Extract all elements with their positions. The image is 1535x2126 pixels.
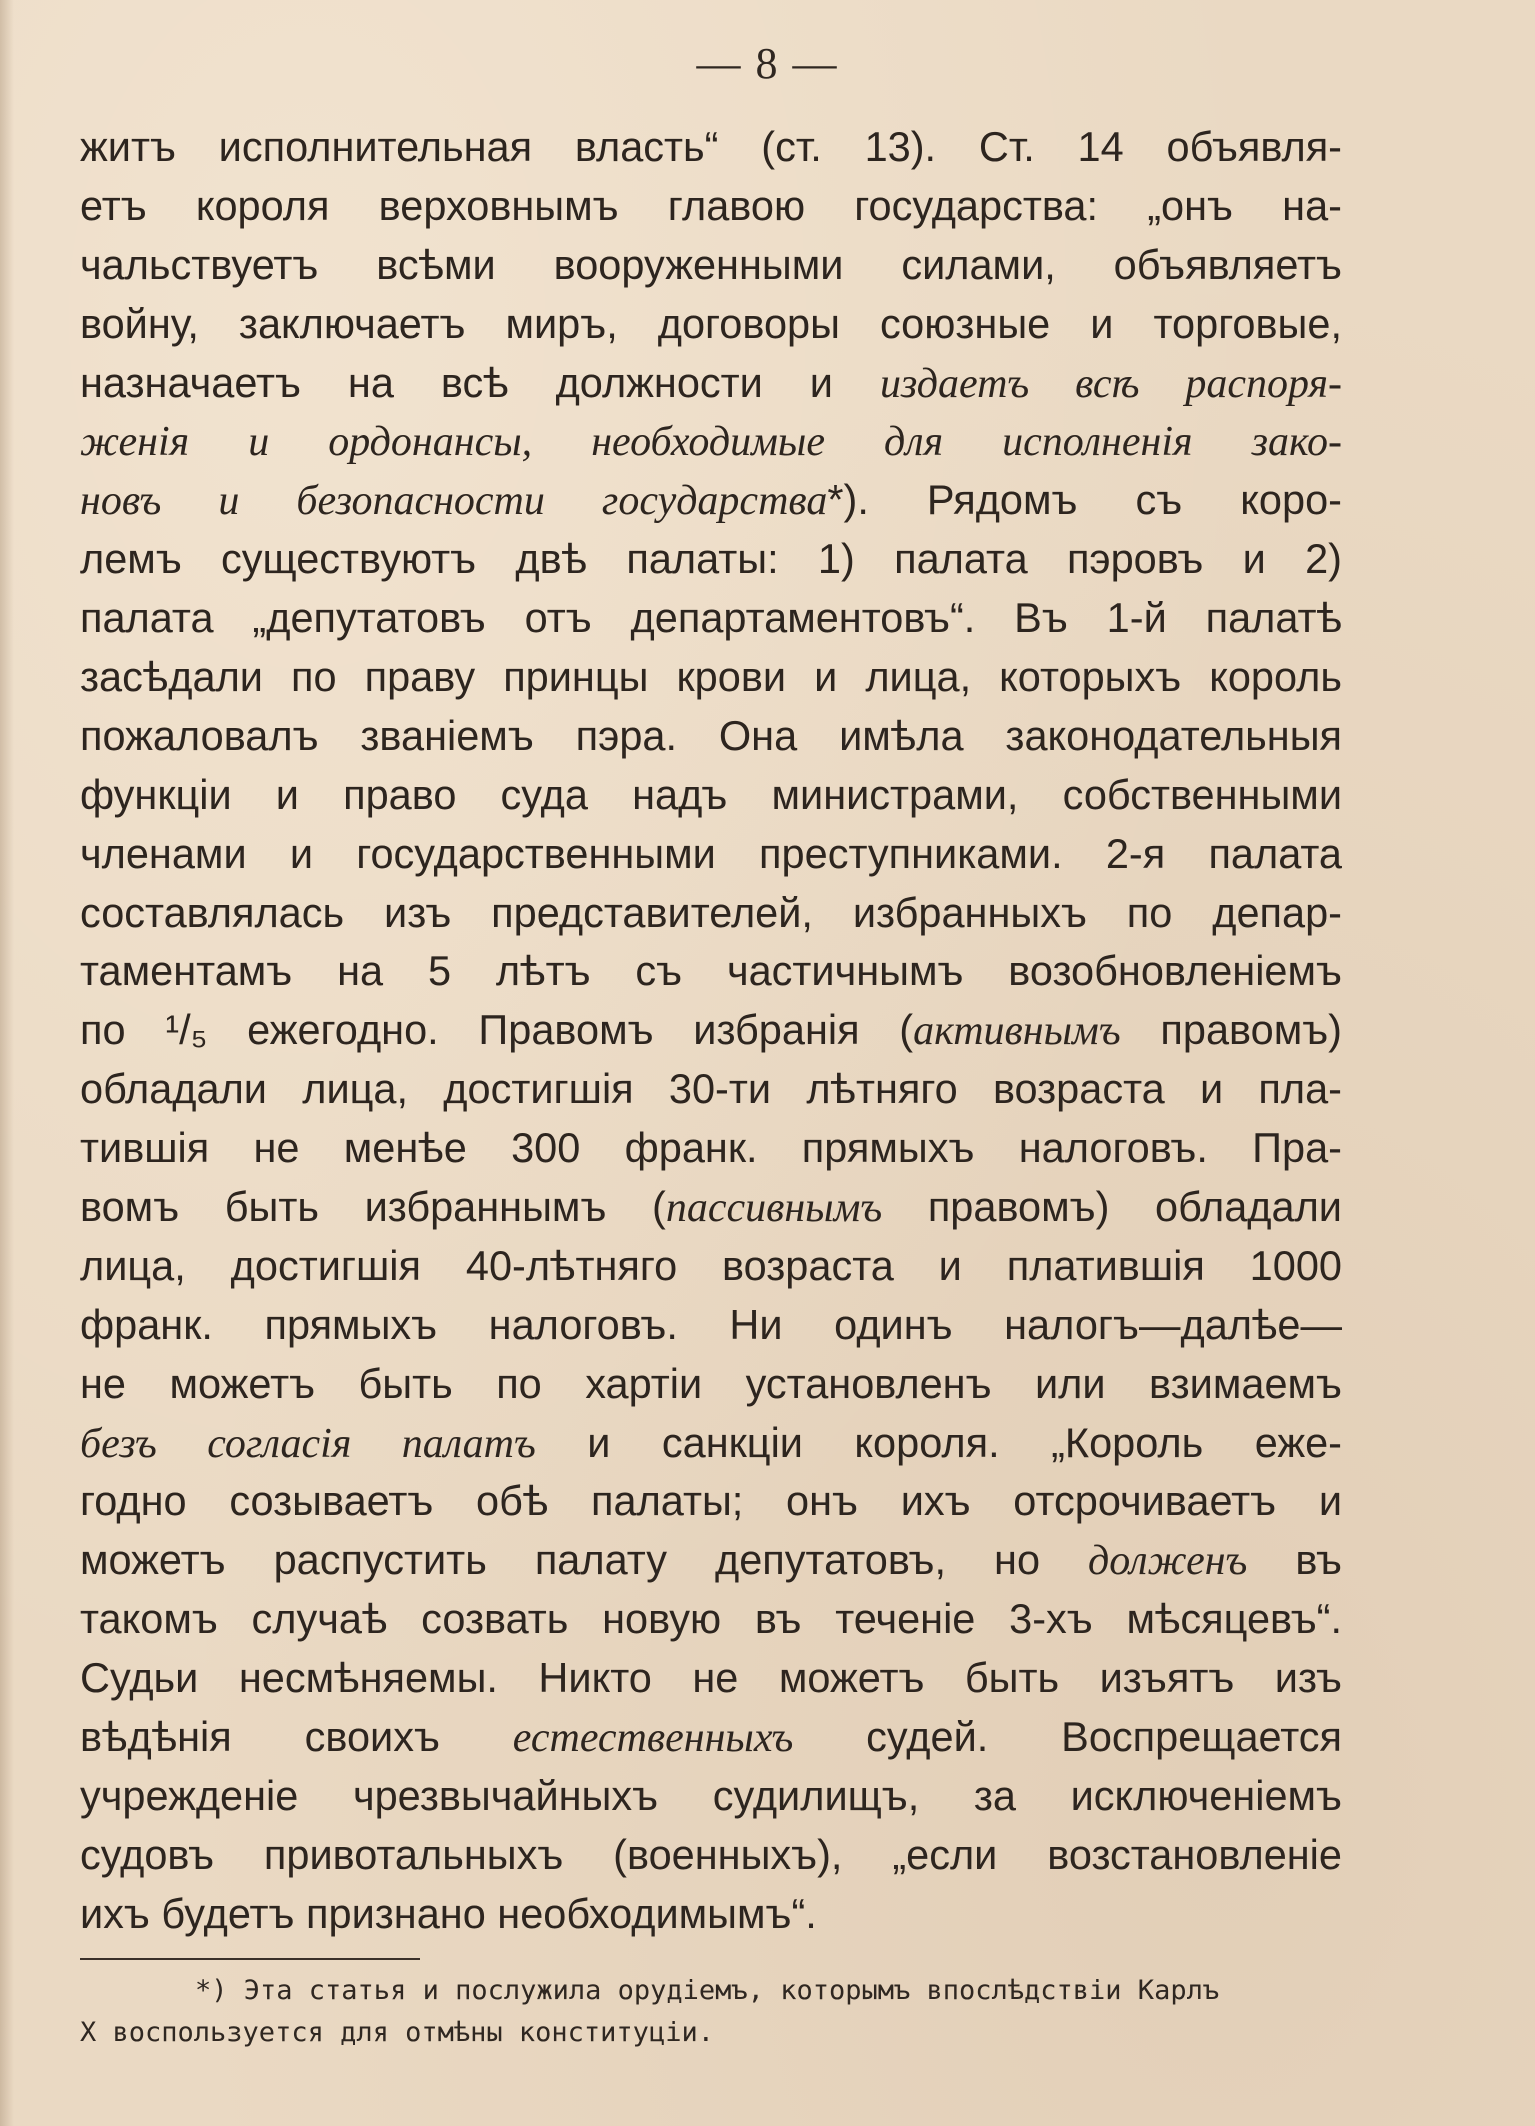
text-run: вѣдѣнія своихъ (80, 1713, 513, 1761)
text-line (80, 1060, 1342, 1119)
text-run: судей. Воспрещается (793, 1713, 1342, 1761)
text-run: функціи и право суда надъ министрами, собственными (80, 770, 1342, 818)
text-run: засѣдали по праву принцы крови и лица, которыхъ король (80, 653, 1342, 701)
text-line (80, 471, 1342, 530)
text-run: въ (1247, 1536, 1342, 1584)
text-line (80, 412, 1342, 471)
text-line (80, 177, 1342, 236)
text-line (80, 648, 1342, 707)
text-line (80, 825, 1342, 884)
italic-text: пассивнымъ (665, 1185, 883, 1232)
italic-text: долженъ (1088, 1538, 1248, 1585)
page-number: — 8 — (696, 39, 839, 88)
text-line (80, 1767, 1342, 1826)
text-run: Судьи несмѣняемы. Никто не можетъ быть изъятъ изъ (80, 1654, 1342, 1702)
text-run: можетъ распустить палату депутатовъ, но (80, 1536, 1089, 1584)
italic-text: активнымъ (913, 1008, 1121, 1055)
text-run: и санкціи короля. „Король еже- (535, 1418, 1342, 1466)
text-line (80, 1296, 1342, 1355)
text-line (80, 1885, 1342, 1944)
text-line (80, 236, 1342, 295)
text-line (80, 295, 1342, 354)
text-line (80, 1531, 1342, 1590)
text-line (80, 1237, 1342, 1296)
italic-text: безъ согласія палатъ (80, 1420, 536, 1467)
text-run: лемъ существуютъ двѣ палаты: 1) палата пэровъ и 2) (80, 535, 1342, 583)
text-run: учрежденіе чрезвычайныхъ судилищъ, за исключеніемъ (80, 1771, 1342, 1819)
italic-text: женія и ордонансы, необходимые для исполненія зако- (80, 419, 1342, 466)
text-line (80, 942, 1342, 1001)
text-run: назначаетъ на всѣ должности и (80, 358, 880, 406)
text-run: вомъ быть избраннымъ ( (80, 1183, 666, 1231)
text-run: житъ исполнительная власть“ (ст. 13). Ст. 14 объявля- (80, 123, 1342, 170)
text-line (80, 530, 1342, 589)
text-line (80, 884, 1342, 943)
text-line (80, 1590, 1342, 1649)
text-run: чальствуетъ всѣми вооруженными силами, объявляетъ (80, 240, 1342, 288)
text-run: таментамъ на 5 лѣтъ съ частичнымъ возобновленіемъ (80, 947, 1342, 995)
text-run: судовъ привотальныхъ (военныхъ), „если возстановленіе (80, 1830, 1342, 1878)
text-run: палата „депутатовъ отъ департаментовъ“. Въ 1-й палатѣ (80, 594, 1342, 642)
text-run: правомъ) обладали (882, 1183, 1342, 1231)
footnote-line: X воспользуется для отмѣны конституціи. (80, 2017, 714, 2048)
text-run: по ¹/₅ ежегодно. Правомъ избранія ( (80, 1006, 914, 1054)
text-run: пожаловалъ званіемъ пэра. Она имѣла законодательныя (80, 711, 1342, 759)
text-line (80, 1472, 1342, 1531)
text-line (80, 118, 1342, 177)
footnote-rule (80, 1958, 420, 1960)
text-line (80, 1414, 1342, 1473)
page-edge-shadow (0, 0, 14, 2126)
text-run: такомъ случаѣ созвать новую въ теченіе 3-хъ мѣсяцевъ“. (80, 1595, 1342, 1643)
text-run: членами и государственными преступниками. 2-я палата (80, 829, 1342, 877)
footnote-line: *) Эта статья и послужила орудіемъ, которымъ впослѣдствіи Карлъ (195, 1975, 1220, 2006)
text-run: обладали лица, достигшія 30-ти лѣтняго возраста и пла- (80, 1065, 1342, 1113)
text-line (80, 1178, 1342, 1237)
text-line (80, 766, 1342, 825)
text-run: франк. прямыхъ налоговъ. Ни одинъ налогъ—далѣе— (80, 1300, 1342, 1348)
text-run: тившія не менѣе 300 франк. прямыхъ налоговъ. Пра- (80, 1124, 1342, 1172)
text-line (80, 1826, 1342, 1885)
text-line (80, 589, 1342, 648)
text-line (80, 354, 1342, 413)
text-run: лица, достигшія 40-лѣтняго возраста и платившія 1000 (80, 1241, 1342, 1289)
text-run: правомъ) (1120, 1006, 1342, 1054)
italic-text: новъ и безопасности государства (80, 478, 828, 525)
italic-text: естественныхъ (512, 1715, 794, 1762)
text-run: ихъ будетъ признано необходимымъ“. (80, 1889, 817, 1937)
text-run: составлялась изъ представителей, избранныхъ по депар- (80, 888, 1342, 936)
text-line (80, 1355, 1342, 1414)
text-line (80, 1708, 1342, 1767)
text-run: етъ короля верховнымъ главою государства: „онъ на- (80, 181, 1342, 229)
text-run: войну, заключаетъ миръ, договоры союзные и торговые, (80, 299, 1342, 347)
text-run: годно созываетъ обѣ палаты; онъ ихъ отсрочиваетъ и (80, 1477, 1342, 1525)
main-text (80, 118, 1342, 1944)
text-run: не можетъ быть по хартіи установленъ или взимаемъ (80, 1359, 1342, 1407)
footnote (80, 1970, 1342, 2054)
text-line (80, 707, 1342, 766)
text-line (80, 1119, 1342, 1178)
text-run: *). Рядомъ съ коро- (827, 476, 1342, 524)
text-line (80, 1649, 1342, 1708)
text-line (80, 1001, 1342, 1060)
italic-text: издаетъ всѣ распоря- (879, 360, 1342, 407)
